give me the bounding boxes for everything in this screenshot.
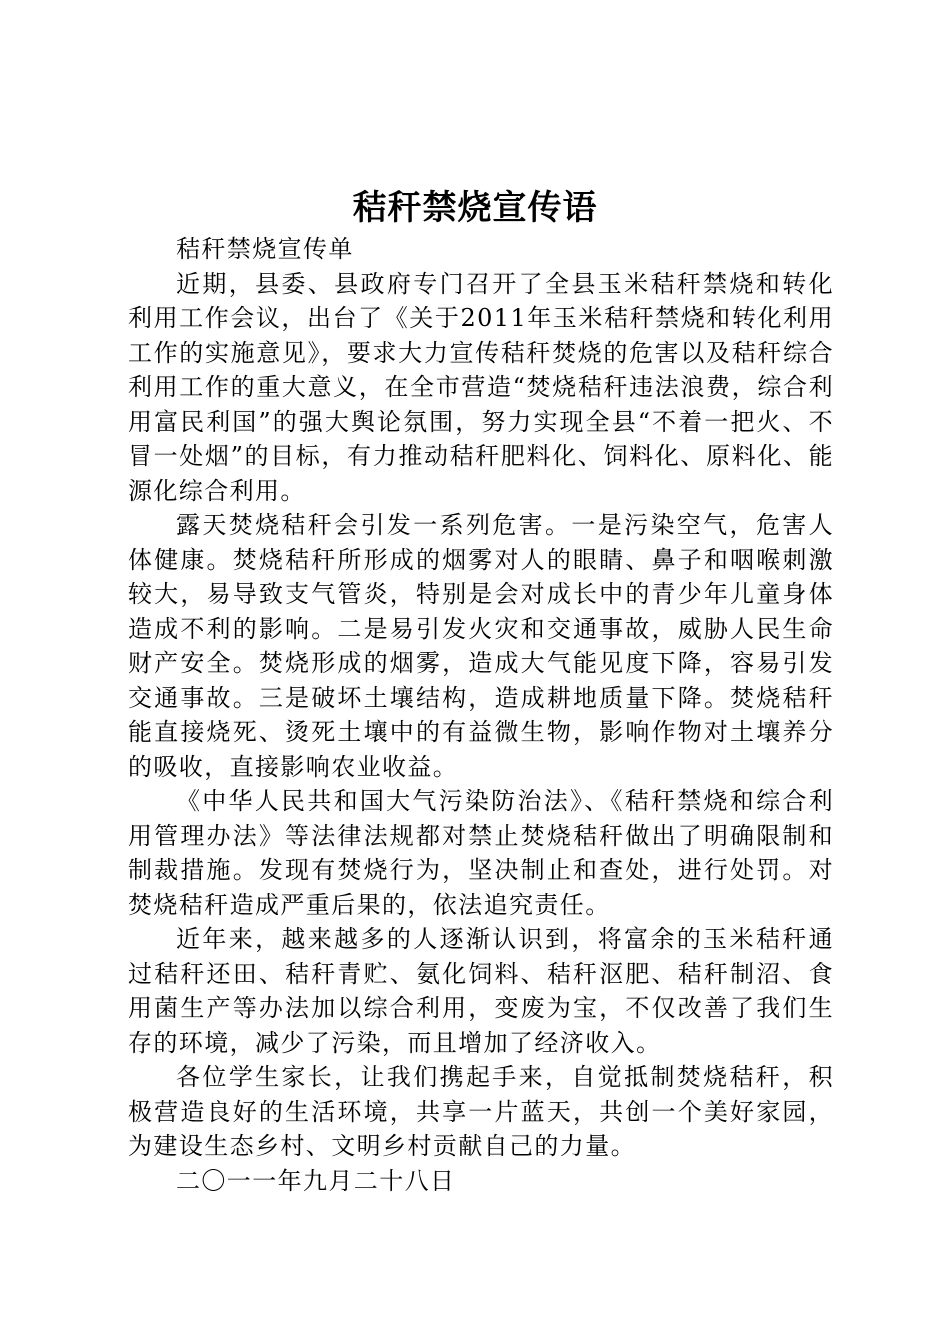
paragraph-3: 《中华人民共和国大气污染防治法》、《秸秆禁烧和综合利用管理办法》等法律法规都对禁止焚烧秸秆做出了明确限制和制裁措施。发现有焚烧行为，坚决制止和查处，进行处罚。对焚烧秸秆造成严重后果的，依法追究责任。: [128, 787, 834, 919]
paragraph-1: 近期，县委、县政府专门召开了全县玉米秸秆禁烧和转化利用工作会议，出台了《关于2011年玉米秸秆禁烧和转化利用工作的实施意见》，要求大力宣传秸秆焚烧的危害以及秸秆综合利用工作的重大意义，在全市营造“焚烧秸秆违法浪费，综合利用富民利国”的强大舆论氛围，努力实现全县“不着一把火、不冒一处烟”的目标，有力推动秸秆肥料化、饲料化、原料化、能源化综合利用。: [128, 269, 834, 505]
paragraph-5: 各位学生家长，让我们携起手来，自觉抵制焚烧秸秆，积极营造良好的生活环境，共享一片蓝天，共创一个美好家园，为建设生态乡村、文明乡村贡献自己的力量。: [128, 1063, 834, 1160]
document-subtitle: 秸秆禁烧宣传单: [176, 235, 354, 263]
document-title: 秸秆禁烧宣传语: [352, 188, 598, 228]
paragraph-4: 近年来，越来越多的人逐渐认识到，将富余的玉米秸秆通过秸秆还田、秸秆青贮、氨化饲料、秸秆沤肥、秸秆制沼、食用菌生产等办法加以综合利用，变废为宝，不仅改善了我们生存的环境，减少了污染，而且增加了经济收入。: [128, 925, 834, 1057]
paragraph-2: 露天焚烧秸秆会引发一系列危害。一是污染空气，危害人体健康。焚烧秸秆所形成的烟雾对人的眼睛、鼻子和咽喉刺激较大，易导致支气管炎，特别是会对成长中的青少年儿童身体造成不利的影响。二是易引发火灾和交通事故，威胁人民生命财产安全。焚烧形成的烟雾，造成大气能见度下降，容易引发交通事故。三是破坏土壤结构，造成耕地质量下降。焚烧秸秆能直接烧死、烫死土壤中的有益微生物，影响作物对土壤养分的吸收，直接影响农业收益。: [128, 511, 834, 781]
document-date: 二〇一一年九月二十八日: [176, 1166, 456, 1195]
document-body: [128, 232, 834, 1198]
